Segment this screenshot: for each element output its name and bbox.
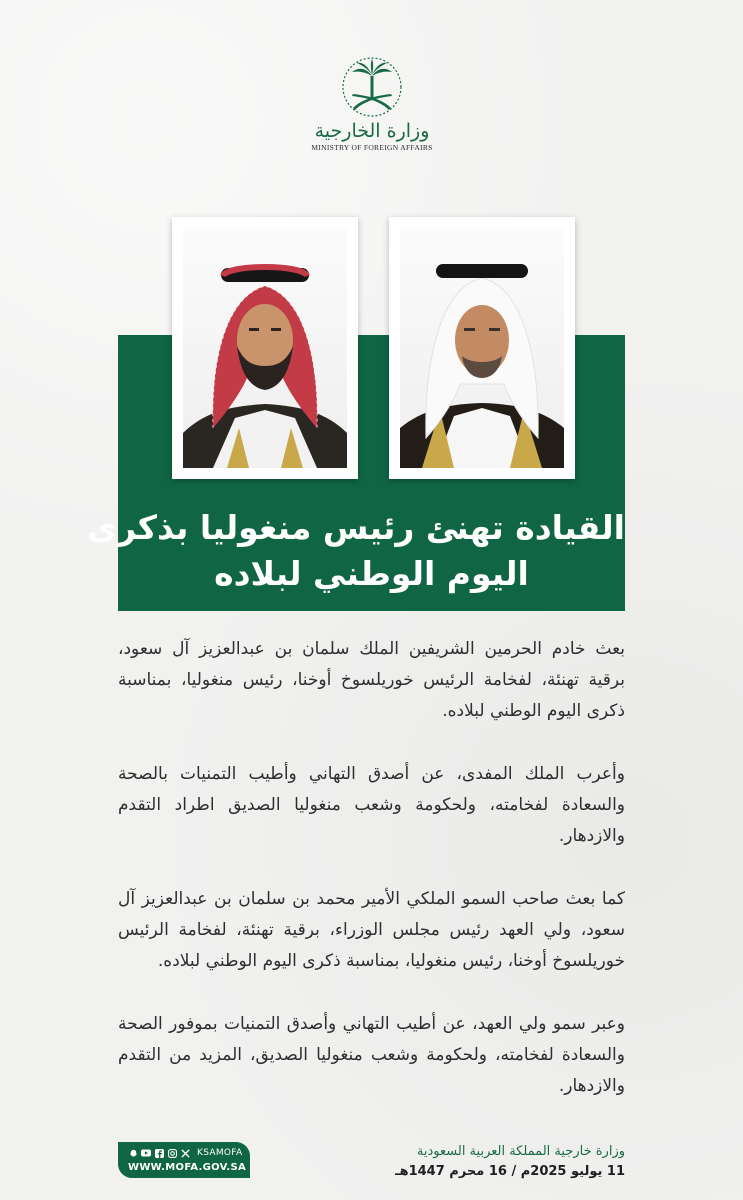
paragraph-1: بعث خادم الحرمين الشريفين الملك سلمان بن عبدالعزيز آل سعود، برقية تهنئة، لفخامة الرئيس خوريلسوخ أوخنا، رئيس منغوليا، بمناسبة ذكرى اليوم الوطني لبلاده.: [118, 639, 625, 721]
headline: [87, 505, 625, 597]
ministry-logo: [310, 56, 434, 168]
article-body: [118, 634, 625, 1134]
paragraph-4: وعبر سمو ولي العهد، عن أطيب التهاني وأصدق التمنيات بموفور الصحة والسعادة لفخامته، ولحكومة وشعب منغوليا الصديق، المزيد من التقدم والازدهار.: [118, 1014, 625, 1096]
photo-frame-king: [389, 217, 575, 479]
palm-and-swords-emblem-icon: [339, 56, 405, 118]
footer-ministry-name: وزارة خارجية المملكة العربية السعودية: [416, 1144, 625, 1159]
social-footer-badge: [118, 1142, 250, 1178]
instagram-icon[interactable]: [167, 1148, 177, 1158]
paragraph-2: وأعرب الملك المفدى، عن أصدق التهاني وأطيب التمنيات بالصحة والسعادة لفخامته، ولحكومة وشعب منغوليا الصديق اطراد التقدم والازدهار.: [118, 764, 625, 846]
headline-line-2: اليوم الوطني لبلاده: [214, 554, 529, 593]
social-handle[interactable]: KSAMOFA: [197, 1148, 243, 1158]
ministry-name-arabic: وزارة الخارجية: [314, 120, 430, 142]
social-icons-row: [128, 1147, 242, 1159]
ministry-name-english: MINISTRY OF FOREIGN AFFAIRS: [311, 143, 433, 152]
x-icon[interactable]: [180, 1148, 190, 1158]
headline-line-1: القيادة تهنئ رئيس منغوليا بذكرى: [87, 508, 625, 547]
paragraph-3: كما بعث صاحب السمو الملكي الأمير محمد بن سلمان بن عبدالعزيز آل سعود، ولي العهد رئيس مجلس الوزراء، برقية تهنئة، لفخامة الرئيس خوريلسوخ أوخنا، رئيس منغوليا، بمناسبة ذكرى اليوم الوطني لبلاده.: [118, 889, 625, 971]
king-portrait: [400, 228, 564, 468]
footer-ministry-block: [365, 1142, 625, 1182]
photo-frame-crown-prince: [172, 217, 358, 479]
facebook-icon[interactable]: [154, 1148, 164, 1158]
publication-date: 11 يوليو 2025م / 16 محرم 1447هـ: [395, 1164, 625, 1179]
snapchat-icon[interactable]: [128, 1148, 138, 1158]
website-link[interactable]: WWW.MOFA.GOV.SA: [128, 1162, 247, 1173]
crown-prince-portrait: [183, 228, 347, 468]
youtube-icon[interactable]: [141, 1148, 151, 1158]
